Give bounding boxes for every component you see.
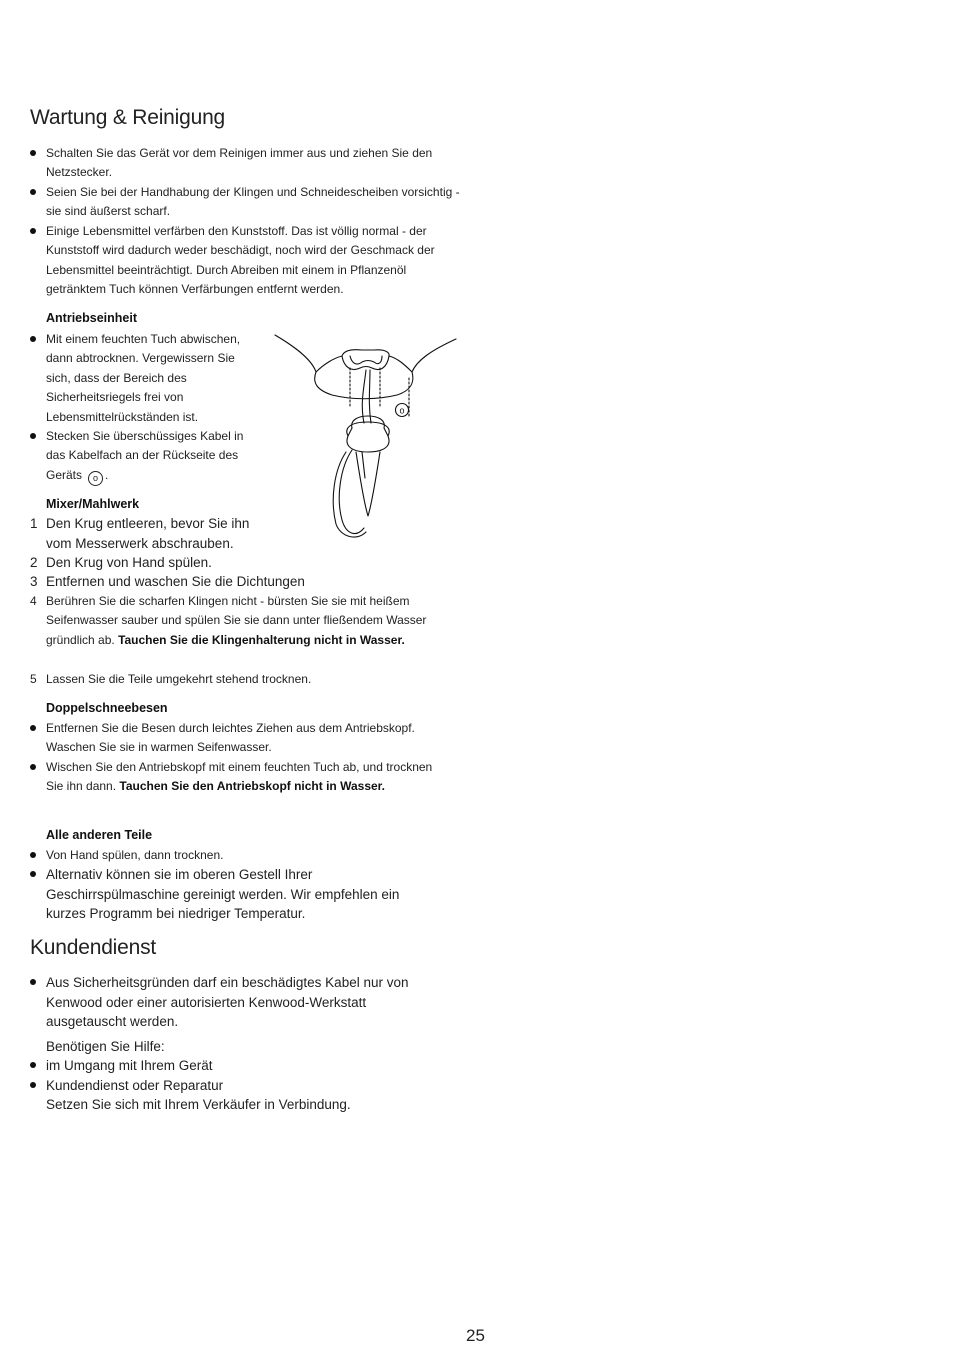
page-number: 25 [466, 1326, 485, 1345]
blender-step-3: 3 Entfernen und waschen Sie die Dichtungen [30, 574, 305, 589]
service-help-item-2: Kundendienst oder Reparatur [46, 1076, 461, 1096]
maintenance-bullet-3: Einige Lebensmittel verfärben den Kunststoff. Das ist völlig normal - der Kunststoff wird dadurch weder beschädigt, noch wird der Geschmack der Lebensmittel beeinträchtigt. Durch Abreiben mit einem in Pflanzenöl getränktem Tuch können Verfärbungen entfernt werden. [46, 222, 461, 300]
bullet-icon [30, 979, 36, 985]
service-help-footer: Setzen Sie sich mit Ihrem Verkäufer in Verbindung. [46, 1097, 351, 1112]
bullet-icon [30, 871, 36, 877]
bullet-icon [30, 725, 36, 731]
section-title-maintenance: Wartung & Reinigung [30, 106, 226, 129]
bullet-icon [30, 189, 36, 195]
blender-step-4: 4 Berühren Sie die scharfen Klingen nicht - bürsten Sie sie mit heißem Seifenwasser sauber und spülen Sie sie dann unter fließendem Wasser gründlich ab. Tauchen Sie die Klingenhalterung nicht in Wasser. [30, 594, 427, 647]
heading-blender: Mixer/Mahlwerk [46, 497, 140, 511]
service-help-intro: Benötigen Sie Hilfe: [46, 1039, 165, 1054]
bullet-icon [30, 336, 36, 342]
bullet-icon [30, 1062, 36, 1068]
drive-unit-bullet-1: Mit einem feuchten Tuch abwischen, dann abtrocknen. Vergewissern Sie sich, dass der Bereich des Sicherheitsriegels frei von Lebensmittelrückständen ist. [46, 330, 261, 427]
callout-label: o [399, 405, 405, 416]
heading-whisk: Doppelschneebesen [46, 701, 168, 715]
service-bullet-1: Aus Sicherheitsgründen darf ein beschädigtes Kabel nur von Kenwood oder einer autorisierten Kenwood-Werkstatt ausgetauscht werden. [46, 973, 436, 1032]
bullet-icon [30, 228, 36, 234]
other-parts-bullet-2: Alternativ können sie im oberen Gestell Ihrer Geschirrspülmaschine gereinigt werden. Wir empfehlen ein kurzes Programm bei niedriger Temperatur. [46, 865, 426, 924]
maintenance-bullet-2: Seien Sie bei der Handhabung der Klingen und Schneidescheiben vorsichtig - sie sind äußerst scharf. [46, 183, 461, 222]
whisk-bullet-1: Entfernen Sie die Besen durch leichtes Ziehen aus dem Antriebskopf. Waschen Sie sie in warmen Seifenwasser. [46, 719, 446, 758]
service-help-item-1: im Umgang mit Ihrem Gerät [46, 1056, 461, 1076]
heading-drive-unit: Antriebseinheit [46, 311, 137, 325]
bullet-icon [30, 150, 36, 156]
maintenance-bullet-1: Schalten Sie das Gerät vor dem Reinigen immer aus und ziehen Sie den Netzstecker. [46, 144, 461, 183]
section-title-service: Kundendienst [30, 936, 157, 959]
bullet-icon [30, 852, 36, 858]
bullet-icon [30, 1082, 36, 1088]
cable-compartment-symbol-icon: o [88, 471, 103, 486]
whisk-bullet-2: Wischen Sie den Antriebskopf mit einem feuchten Tuch ab, und trocknen Sie ihn dann. Tauchen Sie den Antriebskopf nicht in Wasser. [46, 758, 446, 797]
bullet-icon [30, 433, 36, 439]
drive-unit-bullet-2: Stecken Sie überschüssiges Kabel in das Kabelfach an der Rückseite des Geräts o . [46, 427, 261, 486]
blender-step-2: 2 Den Krug von Hand spülen. [30, 555, 212, 570]
bullet-icon [30, 764, 36, 770]
blender-step-1: 1 Den Krug entleeren, bevor Sie ihn vom Messerwerk abschrauben. [30, 516, 250, 551]
cable-storage-illustration [272, 328, 462, 543]
blender-step-5: 5 Lassen Sie die Teile umgekehrt stehend trocknen. [30, 672, 312, 686]
other-parts-bullet-1: Von Hand spülen, dann trocknen. [46, 846, 461, 865]
heading-other-parts: Alle anderen Teile [46, 828, 153, 842]
